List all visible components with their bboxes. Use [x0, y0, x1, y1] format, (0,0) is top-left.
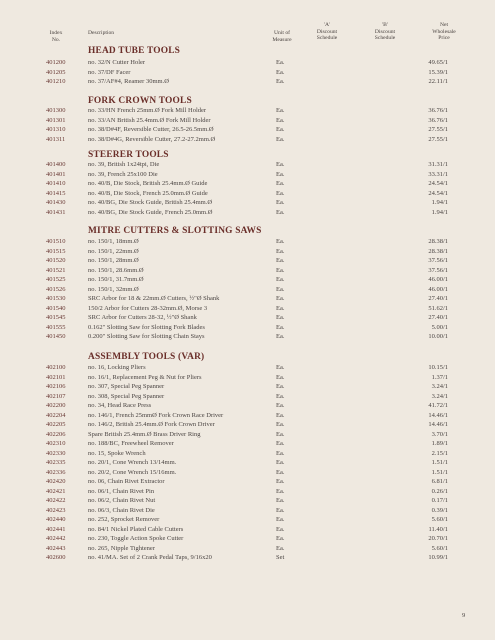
table-row — [0, 411, 495, 420]
index-number: 402310 — [46, 440, 66, 447]
header-unit-line2: Measure — [272, 36, 292, 43]
unit-of-measure: Ea. — [276, 440, 285, 447]
table-row — [0, 179, 495, 188]
table-row — [0, 392, 495, 401]
section-title: ASSEMBLY TOOLS (VAR) — [88, 352, 205, 362]
unit-of-measure: Ea. — [276, 276, 285, 283]
index-number: 401520 — [46, 257, 66, 264]
index-number: 401515 — [46, 247, 66, 255]
index-number: 401525 — [46, 276, 66, 283]
index-number: 402422 — [46, 497, 66, 504]
table-row — [0, 294, 495, 303]
net-price: 11.40/1 — [428, 525, 448, 533]
header-net-line2: Wholesale — [432, 28, 456, 35]
net-price: 1.51/1 — [431, 459, 448, 466]
table-row — [0, 401, 495, 410]
net-price: 46.00/1 — [428, 276, 448, 283]
unit-of-measure: Ea. — [276, 285, 285, 293]
unit-of-measure: Ea. — [276, 247, 285, 255]
header-net-price — [418, 22, 470, 42]
index-number: 401401 — [46, 170, 66, 178]
net-price: 1.94/1 — [431, 208, 448, 216]
net-price: 1.51/1 — [431, 468, 448, 476]
header-unit — [264, 30, 300, 43]
item-description: no. 39, French 25x100 Die — [88, 170, 158, 178]
section-title: FORK CROWN TOOLS — [88, 96, 192, 106]
index-number: 402106 — [46, 383, 66, 390]
table-row — [0, 332, 495, 341]
net-price: 14.46/1 — [428, 411, 448, 419]
unit-of-measure: Ea. — [276, 402, 285, 409]
unit-of-measure: Ea. — [276, 487, 285, 495]
table-row — [0, 553, 495, 562]
index-number: 402200 — [46, 402, 66, 409]
item-description: no. 40/BG, Die Stock Guide, British 25.4mm.Ø — [88, 199, 213, 206]
index-number: 402335 — [46, 459, 66, 466]
index-number: 402440 — [46, 516, 66, 523]
item-description: no. 33/HN French 25mm.Ø Fork Mill Holder — [88, 107, 207, 114]
index-number: 401311 — [46, 135, 66, 143]
net-price: 36.76/1 — [428, 107, 448, 114]
table-row — [0, 534, 495, 543]
index-number: 401301 — [46, 116, 66, 124]
unit-of-measure: Ea. — [276, 238, 285, 245]
item-description: no. 150/1, 22mm.Ø — [88, 247, 139, 255]
item-description: no. 33/AN British 25.4mm.Ø Fork Mill Holder — [88, 116, 211, 124]
table-row — [0, 116, 495, 125]
index-number: 402101 — [46, 373, 66, 381]
item-description: no. 150/1, 31.7mm.Ø — [88, 276, 144, 283]
table-row — [0, 458, 495, 467]
index-number: 402330 — [46, 449, 66, 457]
index-number: 402423 — [46, 506, 66, 514]
item-description: no. 150/1, 28.6mm.Ø — [88, 266, 144, 274]
table-row — [0, 544, 495, 553]
item-description: no. 150/1, 18mm.Ø — [88, 238, 139, 245]
net-price: 31.31/1 — [428, 161, 448, 168]
net-price: 37.56/1 — [428, 266, 448, 274]
unit-of-measure: Ea. — [276, 383, 285, 390]
item-description: no. 265, Nipple Tightener — [88, 544, 155, 552]
unit-of-measure: Ea. — [276, 116, 285, 124]
net-price: 27.55/1 — [428, 126, 448, 133]
table-row — [0, 198, 495, 207]
table-row — [0, 77, 495, 86]
table-row — [0, 525, 495, 534]
net-price: 28.38/1 — [428, 247, 448, 255]
net-price: 14.46/1 — [428, 421, 448, 428]
table-row — [0, 208, 495, 217]
section-title: HEAD TUBE TOOLS — [88, 46, 181, 56]
net-price: 27.55/1 — [428, 135, 448, 143]
header-a-line3: Schedule — [316, 35, 338, 41]
index-number: 402205 — [46, 421, 66, 428]
net-price: 33.31/1 — [428, 170, 448, 178]
page-number: 9 — [462, 612, 466, 619]
unit-of-measure: Ea. — [276, 304, 285, 312]
item-description: no. 20/1, Cone Wrench 13/14mm. — [88, 459, 177, 466]
index-number: 401431 — [46, 208, 66, 216]
unit-of-measure: Ea. — [276, 323, 285, 331]
unit-of-measure: Ea. — [276, 189, 285, 197]
unit-of-measure: Set — [276, 554, 285, 561]
net-price: 0.17/1 — [431, 497, 448, 504]
item-description: 0.200" Slotting Saw for Slotting Chain Stays — [88, 333, 205, 340]
unit-of-measure: Ea. — [276, 506, 285, 514]
table-row — [0, 266, 495, 275]
index-number: 402206 — [46, 430, 66, 438]
index-number: 401530 — [46, 295, 66, 302]
item-description: no. 39, British 1x24tpi, Die — [88, 161, 160, 168]
item-description: no. 16/1, Replacement Peg & Nut for Pliers — [88, 373, 202, 381]
item-description: 150/2 Arbor for Cutters 28-32mm.Ø, Morse 3 — [88, 304, 208, 312]
table-row — [0, 382, 495, 391]
table-row — [0, 515, 495, 524]
net-price: 46.00/1 — [428, 285, 448, 293]
unit-of-measure: Ea. — [276, 78, 285, 85]
index-number: 401200 — [46, 59, 66, 66]
index-number: 402443 — [46, 544, 66, 552]
item-description: no. 20/2, Cone Wrench 15/16mm. — [88, 468, 177, 476]
index-number: 401210 — [46, 78, 66, 85]
unit-of-measure: Ea. — [276, 392, 285, 400]
item-description: SRC Arbor for 18 & 22mm.Ø Cutters, ½"Ø Shank — [88, 295, 220, 302]
section-title: STEERER TOOLS — [88, 150, 169, 160]
net-price: 27.40/1 — [428, 314, 448, 321]
unit-of-measure: Ea. — [276, 208, 285, 216]
index-number: 401526 — [46, 285, 66, 293]
table-row — [0, 487, 495, 496]
index-number: 401450 — [46, 333, 66, 340]
table-row — [0, 449, 495, 458]
table-row — [0, 506, 495, 515]
unit-of-measure: Ea. — [276, 497, 285, 504]
net-price: 1.37/1 — [431, 373, 448, 381]
item-description: no. 06/1, Chain Rivet Pin — [88, 487, 155, 495]
table-row — [0, 247, 495, 256]
unit-of-measure: Ea. — [276, 525, 285, 533]
item-description: no. 37/DF Facer — [88, 68, 131, 76]
net-price: 6.81/1 — [431, 478, 448, 485]
item-description: no. 84/1 Nickel Plated Cable Cutters — [88, 525, 184, 533]
unit-of-measure: Ea. — [276, 468, 285, 476]
header-index-line2: No. — [51, 36, 61, 43]
item-description: no. 38/D#4F, Reversible Cutter, 26.5-26.5mm.Ø — [88, 126, 214, 133]
unit-of-measure: Ea. — [276, 266, 285, 274]
table-row — [0, 439, 495, 448]
net-price: 20.70/1 — [428, 535, 448, 542]
index-number: 402107 — [46, 392, 66, 400]
unit-of-measure: Ea. — [276, 535, 285, 542]
net-price: 27.40/1 — [428, 295, 448, 302]
index-number: 401430 — [46, 199, 66, 206]
table-row — [0, 189, 495, 198]
unit-of-measure: Ea. — [276, 161, 285, 168]
unit-of-measure: Ea. — [276, 170, 285, 178]
index-number: 401310 — [46, 126, 66, 133]
net-price: 0.26/1 — [431, 487, 448, 495]
net-price: 22.11/1 — [428, 78, 448, 85]
index-number: 402600 — [46, 554, 66, 561]
table-row — [0, 468, 495, 477]
table-row — [0, 237, 495, 246]
header-b-discount — [362, 22, 408, 42]
net-price: 51.62/1 — [428, 304, 448, 312]
unit-of-measure: Ea. — [276, 314, 285, 321]
item-description: no. 06/3, Chain Rivet Die — [88, 506, 155, 514]
header-a-line1: 'A' — [323, 22, 331, 28]
unit-of-measure: Ea. — [276, 411, 285, 419]
net-price: 1.94/1 — [431, 199, 448, 206]
net-price: 41.72/1 — [428, 402, 448, 409]
unit-of-measure: Ea. — [276, 478, 285, 485]
table-row — [0, 285, 495, 294]
table-row — [0, 420, 495, 429]
item-description: no. 40/BG, Die Stock Guide, French 25.0mm.Ø — [88, 208, 213, 216]
item-description: no. 41/MA. Set of 2 Crank Pedal Taps, 9/16x20 — [88, 554, 212, 561]
item-description: no. 307, Special Peg Spanner — [88, 383, 165, 390]
table-row — [0, 363, 495, 372]
item-description: no. 230, Toggle Action Spoke Cutter — [88, 535, 184, 542]
item-description: no. 40/B, Die Stock, British 25.4mm.Ø Guide — [88, 180, 208, 187]
net-price: 24.54/1 — [428, 189, 448, 197]
index-number: 401555 — [46, 323, 66, 331]
index-number: 402442 — [46, 535, 66, 542]
index-number: 401545 — [46, 314, 66, 321]
item-description: no. 38/D#4G, Reversible Cutter, 27.2-27.2mm.Ø — [88, 135, 216, 143]
net-price: 10.00/1 — [428, 333, 448, 340]
header-index — [40, 30, 72, 43]
header-b-line3: Schedule — [374, 35, 396, 41]
unit-of-measure: Ea. — [276, 430, 285, 438]
section-title: MITRE CUTTERS & SLOTTING SAWS — [88, 226, 262, 236]
net-price: 3.70/1 — [431, 430, 448, 438]
table-row — [0, 313, 495, 322]
table-row — [0, 160, 495, 169]
item-description: no. 15, Spoke Wrench — [88, 449, 146, 457]
table-row — [0, 275, 495, 284]
item-description: SRC Arbor for Cutters 28-32, ½"Ø Shank — [88, 314, 197, 321]
item-description: no. 146/1, French 25mmØ Fork Crown Race Driver — [88, 411, 224, 419]
net-price: 10.99/1 — [428, 554, 448, 561]
table-row — [0, 135, 495, 144]
table-row — [0, 477, 495, 486]
unit-of-measure: Ea. — [276, 364, 285, 371]
net-price: 5.60/1 — [431, 544, 448, 552]
item-description: no. 40/B, Die Stock, French 25.0mm.Ø Guide — [88, 189, 208, 197]
index-number: 401510 — [46, 238, 66, 245]
unit-of-measure: Ea. — [276, 295, 285, 302]
table-row — [0, 68, 495, 77]
header-b-line2: Discount — [374, 28, 396, 35]
net-price: 24.54/1 — [428, 180, 448, 187]
item-description: no. 16, Locking Pliers — [88, 364, 146, 371]
item-description: no. 34, Head Race Press — [88, 402, 152, 409]
net-price: 36.76/1 — [428, 116, 448, 124]
table-row — [0, 430, 495, 439]
unit-of-measure: Ea. — [276, 68, 285, 76]
item-description: no. 37/AF#4, Reamer 30mm.Ø — [88, 78, 169, 85]
index-number: 401300 — [46, 107, 66, 114]
column-header — [0, 22, 495, 50]
index-number: 402420 — [46, 478, 66, 485]
header-description: Description — [88, 30, 115, 36]
table-row — [0, 106, 495, 115]
index-number: 402100 — [46, 364, 66, 371]
index-number: 401400 — [46, 161, 66, 168]
header-index-line1: Index — [49, 30, 63, 36]
table-row — [0, 256, 495, 265]
table-row — [0, 373, 495, 382]
net-price: 37.56/1 — [428, 257, 448, 264]
net-price: 3.24/1 — [431, 383, 448, 390]
index-number: 401205 — [46, 68, 66, 76]
unit-of-measure: Ea. — [276, 544, 285, 552]
index-number: 401521 — [46, 266, 66, 274]
unit-of-measure: Ea. — [276, 199, 285, 206]
item-description: 0.162" Slotting Saw for Slotting Fork Blades — [88, 323, 205, 331]
header-a-discount — [304, 22, 350, 42]
unit-of-measure: Ea. — [276, 333, 285, 340]
net-price: 0.39/1 — [431, 506, 448, 514]
header-net-line1: Net — [439, 22, 449, 28]
header-a-line2: Discount — [316, 28, 338, 35]
item-description: Spare British 25.4mm.Ø Brass Driver Ring — [88, 430, 201, 438]
net-price: 3.24/1 — [431, 392, 448, 400]
table-row — [0, 170, 495, 179]
item-description: no. 32/N Cutter Holer — [88, 59, 146, 66]
unit-of-measure: Ea. — [276, 107, 285, 114]
unit-of-measure: Ea. — [276, 459, 285, 466]
index-number: 401540 — [46, 304, 66, 312]
net-price: 49.65/1 — [428, 59, 448, 66]
index-number: 401415 — [46, 189, 66, 197]
net-price: 5.00/1 — [431, 323, 448, 331]
unit-of-measure: Ea. — [276, 449, 285, 457]
net-price: 1.89/1 — [431, 440, 448, 447]
index-number: 402421 — [46, 487, 66, 495]
net-price: 10.15/1 — [428, 364, 448, 371]
item-description: no. 188/BC, Freewheel Remover — [88, 440, 174, 447]
net-price: 15.39/1 — [428, 68, 448, 76]
table-row — [0, 496, 495, 505]
index-number: 402336 — [46, 468, 66, 476]
unit-of-measure: Ea. — [276, 180, 285, 187]
item-description: no. 150/1, 32mm.Ø — [88, 285, 139, 293]
item-description: no. 06/2, Chain Rivet Nut — [88, 497, 156, 504]
item-description: no. 308, Special Peg Spanner — [88, 392, 165, 400]
index-number: 402441 — [46, 525, 66, 533]
net-price: 5.60/1 — [431, 516, 448, 523]
item-description: no. 150/1, 28mm.Ø — [88, 257, 139, 264]
table-row — [0, 304, 495, 313]
unit-of-measure: Ea. — [276, 59, 285, 66]
unit-of-measure: Ea. — [276, 516, 285, 523]
net-price: 2.15/1 — [431, 449, 448, 457]
item-description: no. 252, Sprocket Remover — [88, 516, 160, 523]
header-net-line3: Price — [438, 35, 450, 41]
net-price: 28.38/1 — [428, 238, 448, 245]
table-row — [0, 323, 495, 332]
unit-of-measure: Ea. — [276, 135, 285, 143]
item-description: no. 06, Chain Rivet Extractor — [88, 478, 165, 485]
unit-of-measure: Ea. — [276, 126, 285, 133]
table-row — [0, 125, 495, 134]
index-number: 402204 — [46, 411, 66, 419]
header-unit-line1: Unit of — [273, 30, 290, 36]
item-description: no. 146/2, British 25.4mm.Ø Fork Crown Driver — [88, 421, 215, 428]
header-b-line1: 'B' — [382, 22, 388, 28]
index-number: 401410 — [46, 180, 66, 187]
unit-of-measure: Ea. — [276, 257, 285, 264]
unit-of-measure: Ea. — [276, 373, 285, 381]
unit-of-measure: Ea. — [276, 421, 285, 428]
table-row — [0, 58, 495, 67]
